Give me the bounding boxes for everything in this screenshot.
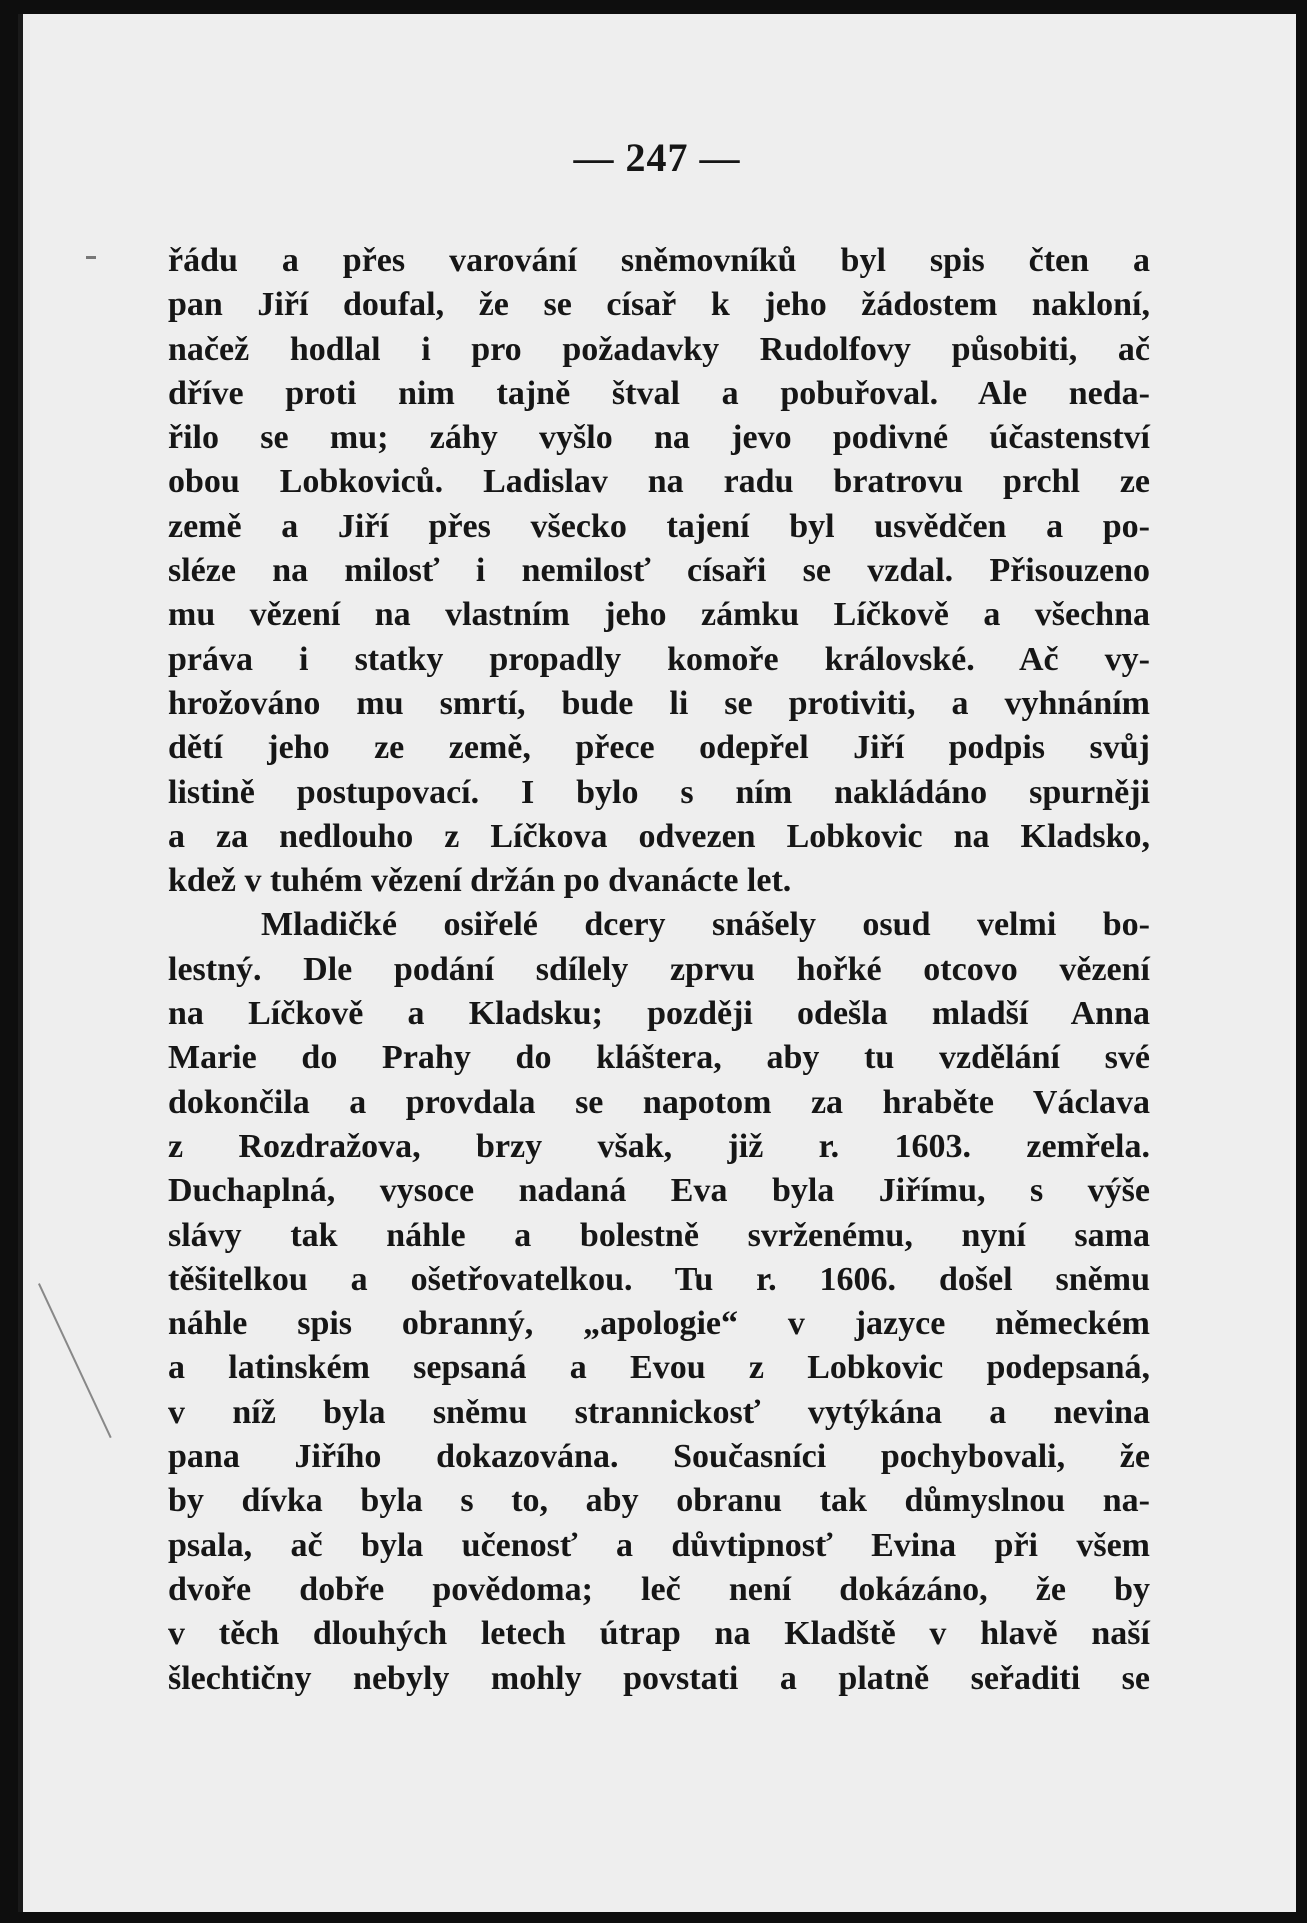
text-line: z Rozdražova, brzy však, již r. 1603. zemřela. [168,1127,1150,1165]
text-line: dříve proti nim tajně štval a pobuřoval. Ale neda- [168,374,1150,412]
text-line: řádu a přes varování sněmovníků byl spis čten a [168,242,1150,279]
paragraph [168,903,1150,1700]
text-line: sléze na milosť i nemilosť císaři se vzdal. Přisouzeno [168,552,1150,590]
text-line: řilo se mu; záhy vyšlo na jevo podivné účastenství [168,419,1150,457]
text-line: pan Jiří doufal, že se císař k jeho žádostem nakloní, [168,286,1150,324]
text-line: náhle spis obranný, „apologie“ v jazyce německém [168,1305,1150,1343]
text-line: v níž byla sněmu strannickosť vytýkána a nevina [168,1393,1150,1431]
text-line: dětí jeho ze země, přece odepřel Jiří podpis svůj [168,729,1150,767]
book-page [18,14,1296,1912]
page-edge-shadow [18,14,23,1912]
margin-pencil-stroke [38,1283,112,1438]
paragraph [168,239,1150,903]
text-line: na Líčkově a Kladsku; později odešla mladší Anna [168,995,1150,1033]
text-line: načež hodlal i pro požadavky Rudolfovy působiti, ač [168,330,1150,368]
text-line: obou Lobkoviců. Ladislav na radu bratrovu prchl ze [168,463,1150,501]
body-text [168,239,1150,1701]
text-line: slávy tak náhle a bolestně svrženému, nyní sama [168,1216,1150,1254]
text-line: práva i statky propadly komoře královské. Ač vy- [168,640,1150,678]
text-line: Mladičké osiřelé dcery snášely osud velmi bo- [261,906,1150,944]
text-line: a latinském sepsaná a Evou z Lobkovic podepsaná, [168,1349,1150,1387]
text-line: hrožováno mu smrtí, bude li se protiviti, a vyhnáním [168,684,1150,722]
page-number: — 247 — [573,135,741,180]
text-line: dvoře dobře povědoma; leč není dokázáno, že by [168,1570,1150,1608]
margin-mark [86,256,96,259]
text-line: šlechtičny nebyly mohly povstati a platně seřaditi se [168,1659,1150,1697]
text-line: země a Jiří přes všecko tajení byl usvědčen a po- [168,507,1150,545]
text-line: listině postupovací. I bylo s ním nakládáno spurněji [168,773,1150,811]
text-line: psala, ač byla učenosť a důvtipnosť Evina při všem [168,1526,1150,1564]
text-line: pana Jiřího dokazována. Současníci pochybovali, že [168,1438,1150,1476]
text-line: lestný. Dle podání sdílely zprvu hořké otcovo vězení [168,950,1150,988]
text-line: těšitelkou a ošetřovatelkou. Tu r. 1606. došel sněmu [168,1260,1150,1298]
text-line: Marie do Prahy do kláštera, aby tu vzdělání své [168,1039,1150,1077]
text-line: by dívka byla s to, aby obranu tak důmyslnou na- [168,1482,1150,1520]
text-line: mu vězení na vlastním jeho zámku Líčkově a všechna [168,596,1150,634]
text-line: a za nedlouho z Líčkova odvezen Lobkovic na Kladsko, [168,817,1150,855]
text-line: v těch dlouhých letech útrap na Kladště v hlavě naší [168,1615,1150,1653]
text-line: dokončila a provdala se napotom za hraběte Václava [168,1083,1150,1121]
text-line: Duchaplná, vysoce nadaná Eva byla Jiřímu, s výše [168,1172,1150,1210]
text-line: kdež v tuhém vězení držán po dvanácte let. [168,862,792,900]
